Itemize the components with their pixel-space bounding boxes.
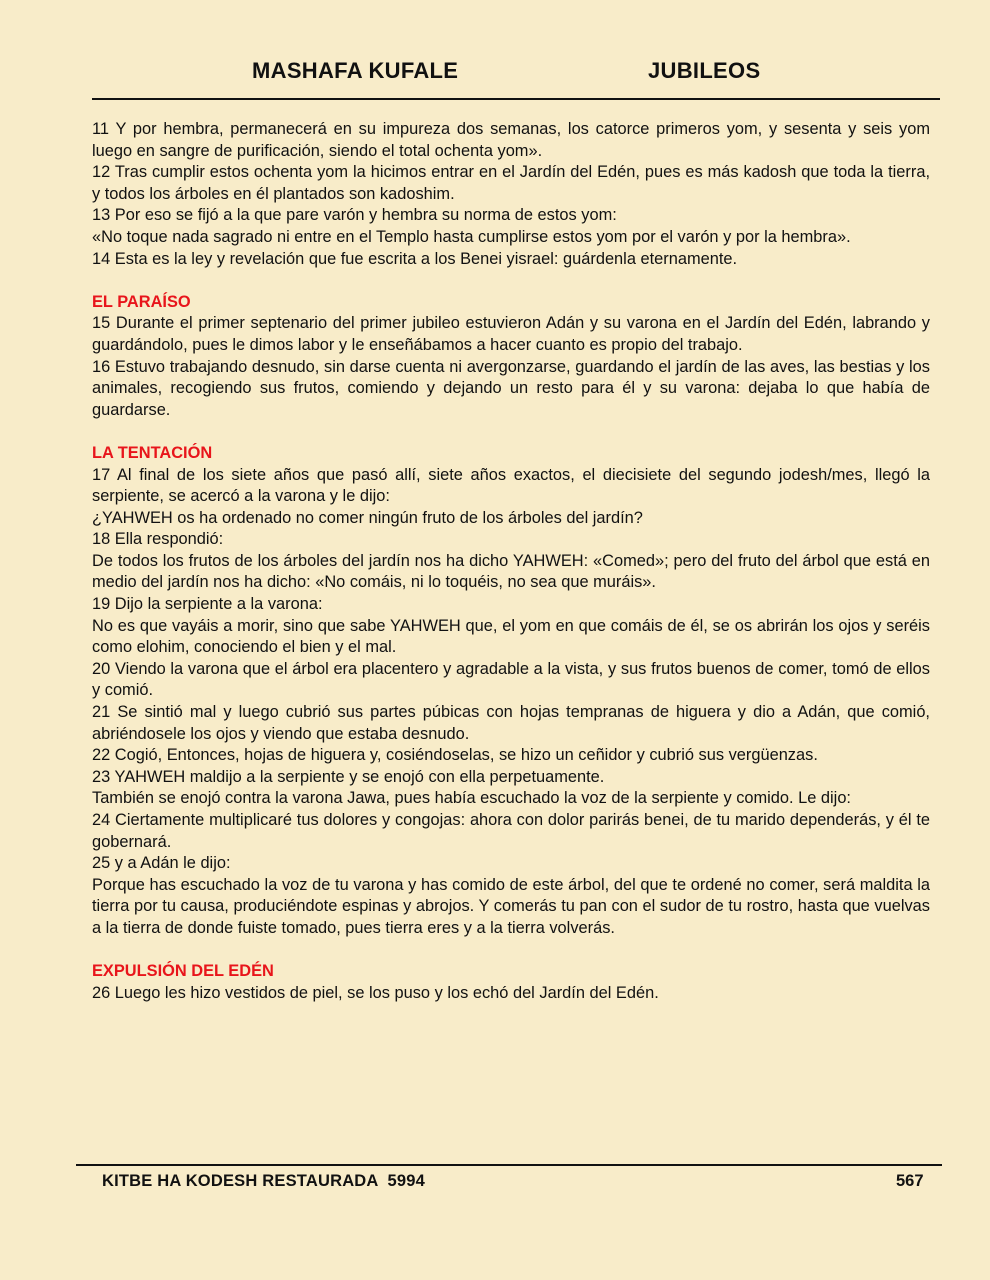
- verse-11: 11 Y por hembra, permanecerá en su impureza dos semanas, los catorce primeros yom, y sesenta y seis yom luego en sangre de purificación, siendo el total ochenta yom».: [92, 120, 930, 160]
- verse-26: 26 Luego les hizo vestidos de piel, se los puso y los echó del Jardín del Edén.: [92, 983, 659, 1002]
- verse-15: 15 Durante el primer septenario del primer jubileo estuvieron Adán y su varona en el Jardín del Edén, labrando y guardándolo, pues le dimos labor y le enseñábamos a hacer cuanto es propio del trabajo.: [92, 314, 930, 354]
- verse-21: 21 Se sintió mal y luego cubrió sus partes púbicas con hojas tempranas de higuera y dio a Adán, que comió, abriéndosele los ojos y viendo que estaba desnudo.: [92, 703, 930, 743]
- page-body: [92, 119, 930, 1004]
- page-number: 567: [896, 1172, 924, 1190]
- book-title: MASHAFA KUFALE: [252, 58, 459, 83]
- verse-17: 17 Al final de los siete años que pasó allí, siete años exactos, el diecisiete del segundo jodesh/mes, llegó la serpiente, se acercó a la varona y le dijo:: [92, 465, 930, 506]
- verse-14: 14 Esta es la ley y revelación que fue escrita a los Benei yisrael: guárdenla eternamente.: [92, 249, 738, 268]
- verse-19: 19 Dijo la serpiente a la varona:: [92, 595, 323, 614]
- paragraph-gap: [92, 940, 930, 962]
- page-header: [92, 58, 940, 92]
- footer-title: KITBE HA KODESH RESTAURADA 5994: [102, 1172, 426, 1190]
- verse-25: 25 y a Adán le dijo:: [92, 854, 231, 873]
- paragraph-gap: [92, 421, 930, 443]
- verse-18: 18 Ella respondió:: [92, 530, 224, 549]
- verse-16: 16 Estuvo trabajando desnudo, sin darse cuenta ni avergonzarse, guardando el jardín de las aves, las bestias y los animales, recogiendo sus frutos, comiendo y dejando un resto para él y su varona: dejaba lo que había de guardarse.: [92, 357, 930, 419]
- verse-18-quote: De todos los frutos de los árboles del jardín nos ha dicho YAHWEH: «Comed»; pero del fruto del árbol que está en medio del jardín nos ha dicho: «No comáis, ni lo toquéis, no sea que muráis».: [92, 551, 930, 592]
- footer-divider: [76, 1164, 942, 1166]
- header-divider: [92, 98, 940, 100]
- paragraph-gap: [92, 270, 930, 292]
- verse-12: 12 Tras cumplir estos ochenta yom la hicimos entrar en el Jardín del Edén, pues es más kadosh que toda la tierra, y todos los árboles en él plantados son kadoshim.: [92, 163, 930, 203]
- verse-20: 20 Viendo la varona que el árbol era placentero y agradable a la vista, y sus frutos buenos de comer, tomó de ellos y comió.: [92, 659, 930, 700]
- verse-17-quote: ¿YAHWEH os ha ordenado no comer ningún fruto de los árboles del jardín?: [92, 508, 643, 527]
- verse-13: 13 Por eso se fijó a la que pare varón y hembra su norma de estos yom:: [92, 206, 617, 225]
- verse-23-continued: También se enojó contra la varona Jawa, pues había escuchado la voz de la serpiente y comido. Le dijo:: [92, 789, 851, 808]
- heading-la-tentacion: LA TENTACIÓN: [92, 443, 213, 462]
- verse-23: 23 YAHWEH maldijo a la serpiente y se enojó con ella perpetuamente.: [92, 767, 605, 786]
- verse-19-quote: No es que vayáis a morir, sino que sabe YAHWEH que, el yom en que comáis de él, se os abrirán los ojos y seréis como elohim, conociendo el bien y el mal.: [92, 616, 930, 657]
- heading-expulsion: EXPULSIÓN DEL EDÉN: [92, 962, 274, 981]
- verse-25-quote: Porque has escuchado la voz de tu varona y has comido de este árbol, del que te ordené no comer, será maldita la tierra por tu causa, produciéndote espinas y abrojos. Y comerás tu pan con el sudor de tu rostro, hasta que vuelvas a la tierra de donde fuiste tomado, pues tierra eres y a la tierra volverás.: [92, 875, 930, 937]
- verse-22: 22 Cogió, Entonces, hojas de higuera y, cosiéndoselas, se hizo un ceñidor y cubrió sus vergüenzas.: [92, 746, 818, 765]
- verse-13-quote: «No toque nada sagrado ni entre en el Templo hasta cumplirse estos yom por el varón y por la hembra».: [92, 227, 851, 246]
- verse-24: 24 Ciertamente multiplicaré tus dolores y congojas: ahora con dolor parirás benei, de tu marido dependerás, y él te gobernará.: [92, 811, 930, 851]
- section-title: JUBILEOS: [648, 58, 761, 83]
- heading-el-paraiso: EL PARAÍSO: [92, 292, 191, 311]
